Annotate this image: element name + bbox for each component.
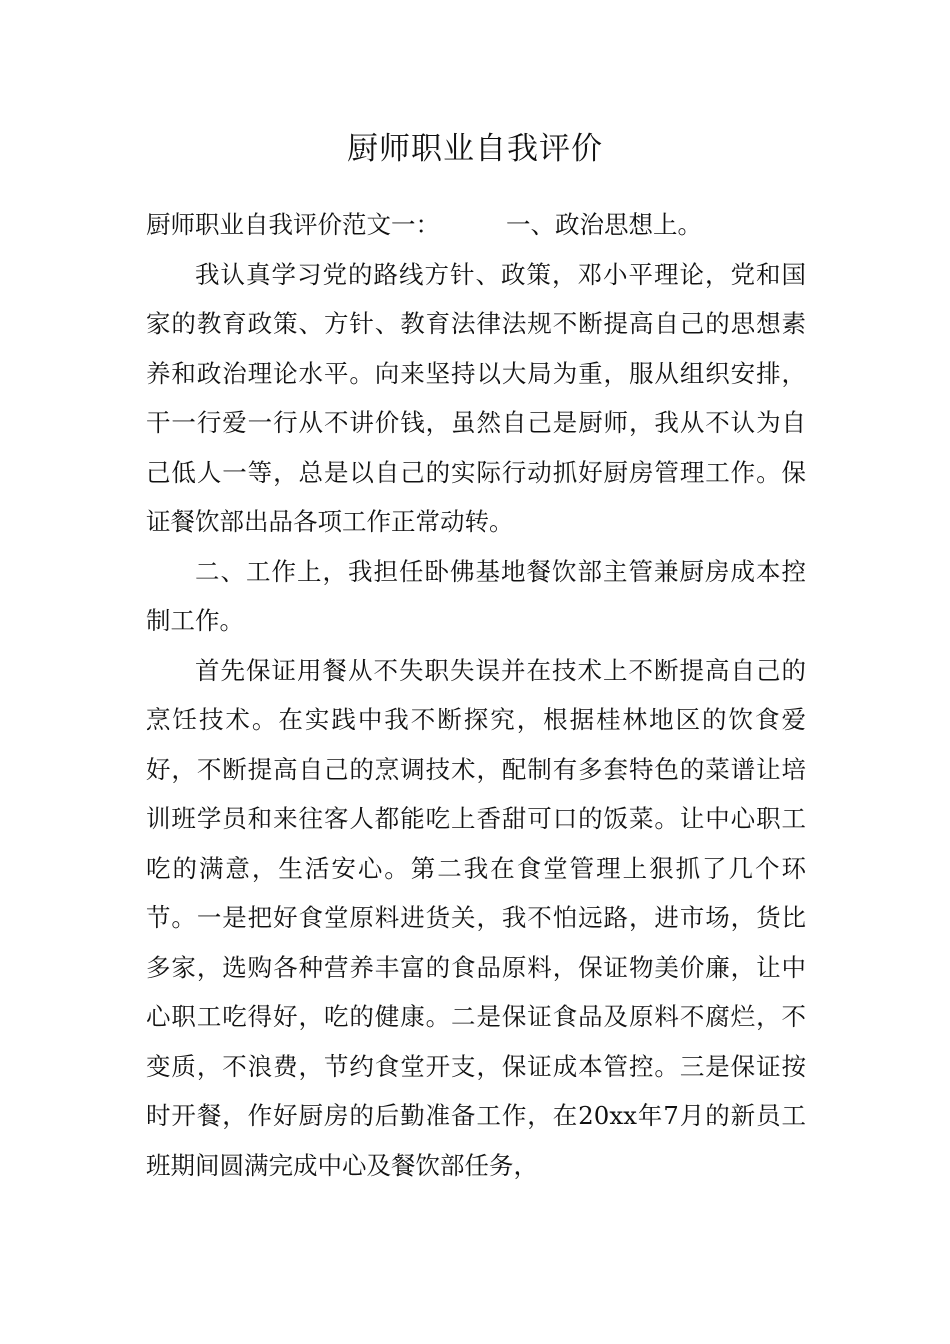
paragraph-political: 我认真学习党的路线方针、政策，邓小平理论，党和国家的教育政策、方针、教育法律法规不断提高自己的思想素养和政治理论水平。向来坚持以大局为重，服从组织安排，干一行爱一行从不讲价钱，虽然自己是厨师，我从不认为自己低人一等，总是以自己的实际行动抓好厨房管理工作。保证餐饮部出品各项工作正常动转。: [146, 259, 806, 536]
intro-line: [146, 200, 806, 250]
document-body: [146, 200, 806, 1190]
intro-label: 厨师职业自我评价范文一：: [146, 210, 440, 239]
document-title: 厨师职业自我评价: [347, 131, 603, 167]
paragraph-work-detail: 首先保证用餐从不失职失误并在技术上不断提高自己的烹饪技术。在实践中我不断探究，根据桂林地区的饮食爱好，不断提高自己的烹调技术，配制有多套特色的菜谱让培训班学员和来往客人都能吃上香甜可口的饭菜。让中心职工吃的满意，生活安心。第二我在食堂管理上狠抓了几个环节。一是把好食堂原料进货关，我不怕远路，进市场，货比多家，选购各种营养丰富的食品原料，保证物美价廉，让中心职工吃得好，吃的健康。二是保证食品及原料不腐烂，不变质，不浪费，节约食堂开支，保证成本管控。三是保证按时开餐，作好厨房的后勤准备工作，在20xx年7月的新员工班期间圆满完成中心及餐饮部任务，: [146, 655, 806, 1180]
intro-heading: 一、政治思想上。: [506, 210, 702, 239]
paragraph-work-heading: 二、工作上，我担任卧佛基地餐饮部主管兼厨房成本控制工作。: [146, 556, 806, 635]
